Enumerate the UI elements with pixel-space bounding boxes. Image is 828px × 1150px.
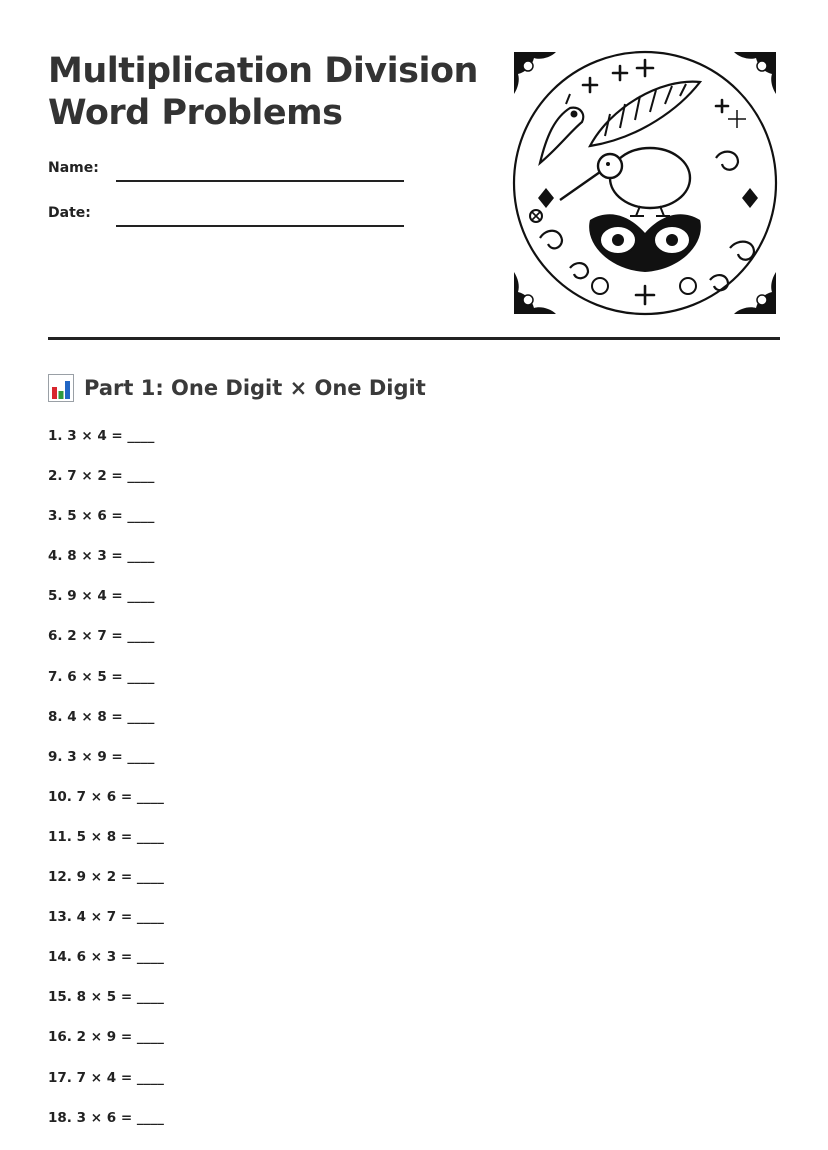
bar-chart-icon bbox=[48, 374, 74, 402]
problem-item: 4. 8 × 3 = ____ bbox=[48, 548, 155, 565]
problem-item: 15. 8 × 5 = ____ bbox=[48, 989, 164, 1006]
title-line-1: Multiplication Division bbox=[48, 51, 478, 91]
part1-heading-text: Part 1: One Digit × One Digit bbox=[84, 376, 426, 400]
problem-item: 8. 4 × 8 = ____ bbox=[48, 708, 155, 725]
page-title bbox=[48, 50, 478, 134]
problem-item: 11. 5 × 8 = ____ bbox=[48, 828, 164, 845]
problem-item: 1. 3 × 4 = ____ bbox=[48, 428, 155, 444]
problem-item: 7. 6 × 5 = ____ bbox=[48, 668, 155, 685]
problem-item: 5. 9 × 4 = ____ bbox=[48, 588, 155, 605]
problem-item: 12. 9 × 2 = ____ bbox=[48, 869, 164, 886]
header-divider bbox=[48, 337, 780, 340]
problem-item: 17. 7 × 4 = ____ bbox=[48, 1069, 164, 1086]
kiwi-bird-emblem bbox=[510, 48, 780, 318]
problem-item: 2. 7 × 2 = ____ bbox=[48, 468, 155, 485]
part1-heading bbox=[48, 374, 426, 402]
title-line-2: Word Problems bbox=[48, 93, 343, 133]
date-label: Date: bbox=[48, 205, 91, 221]
date-field[interactable] bbox=[116, 225, 404, 227]
problem-item: 9. 3 × 9 = ____ bbox=[48, 748, 155, 765]
problem-item: 3. 5 × 6 = ____ bbox=[48, 508, 155, 525]
problem-item: 18. 3 × 6 = ____ bbox=[48, 1109, 164, 1126]
name-field[interactable] bbox=[116, 180, 404, 182]
problem-list bbox=[48, 428, 164, 1150]
name-label: Name: bbox=[48, 160, 99, 176]
problem-item: 16. 2 × 9 = ____ bbox=[48, 1029, 164, 1046]
problem-item: 6. 2 × 7 = ____ bbox=[48, 628, 155, 645]
problem-item: 14. 6 × 3 = ____ bbox=[48, 949, 164, 966]
problem-item: 10. 7 × 6 = ____ bbox=[48, 788, 164, 805]
problem-item: 13. 4 × 7 = ____ bbox=[48, 909, 164, 926]
